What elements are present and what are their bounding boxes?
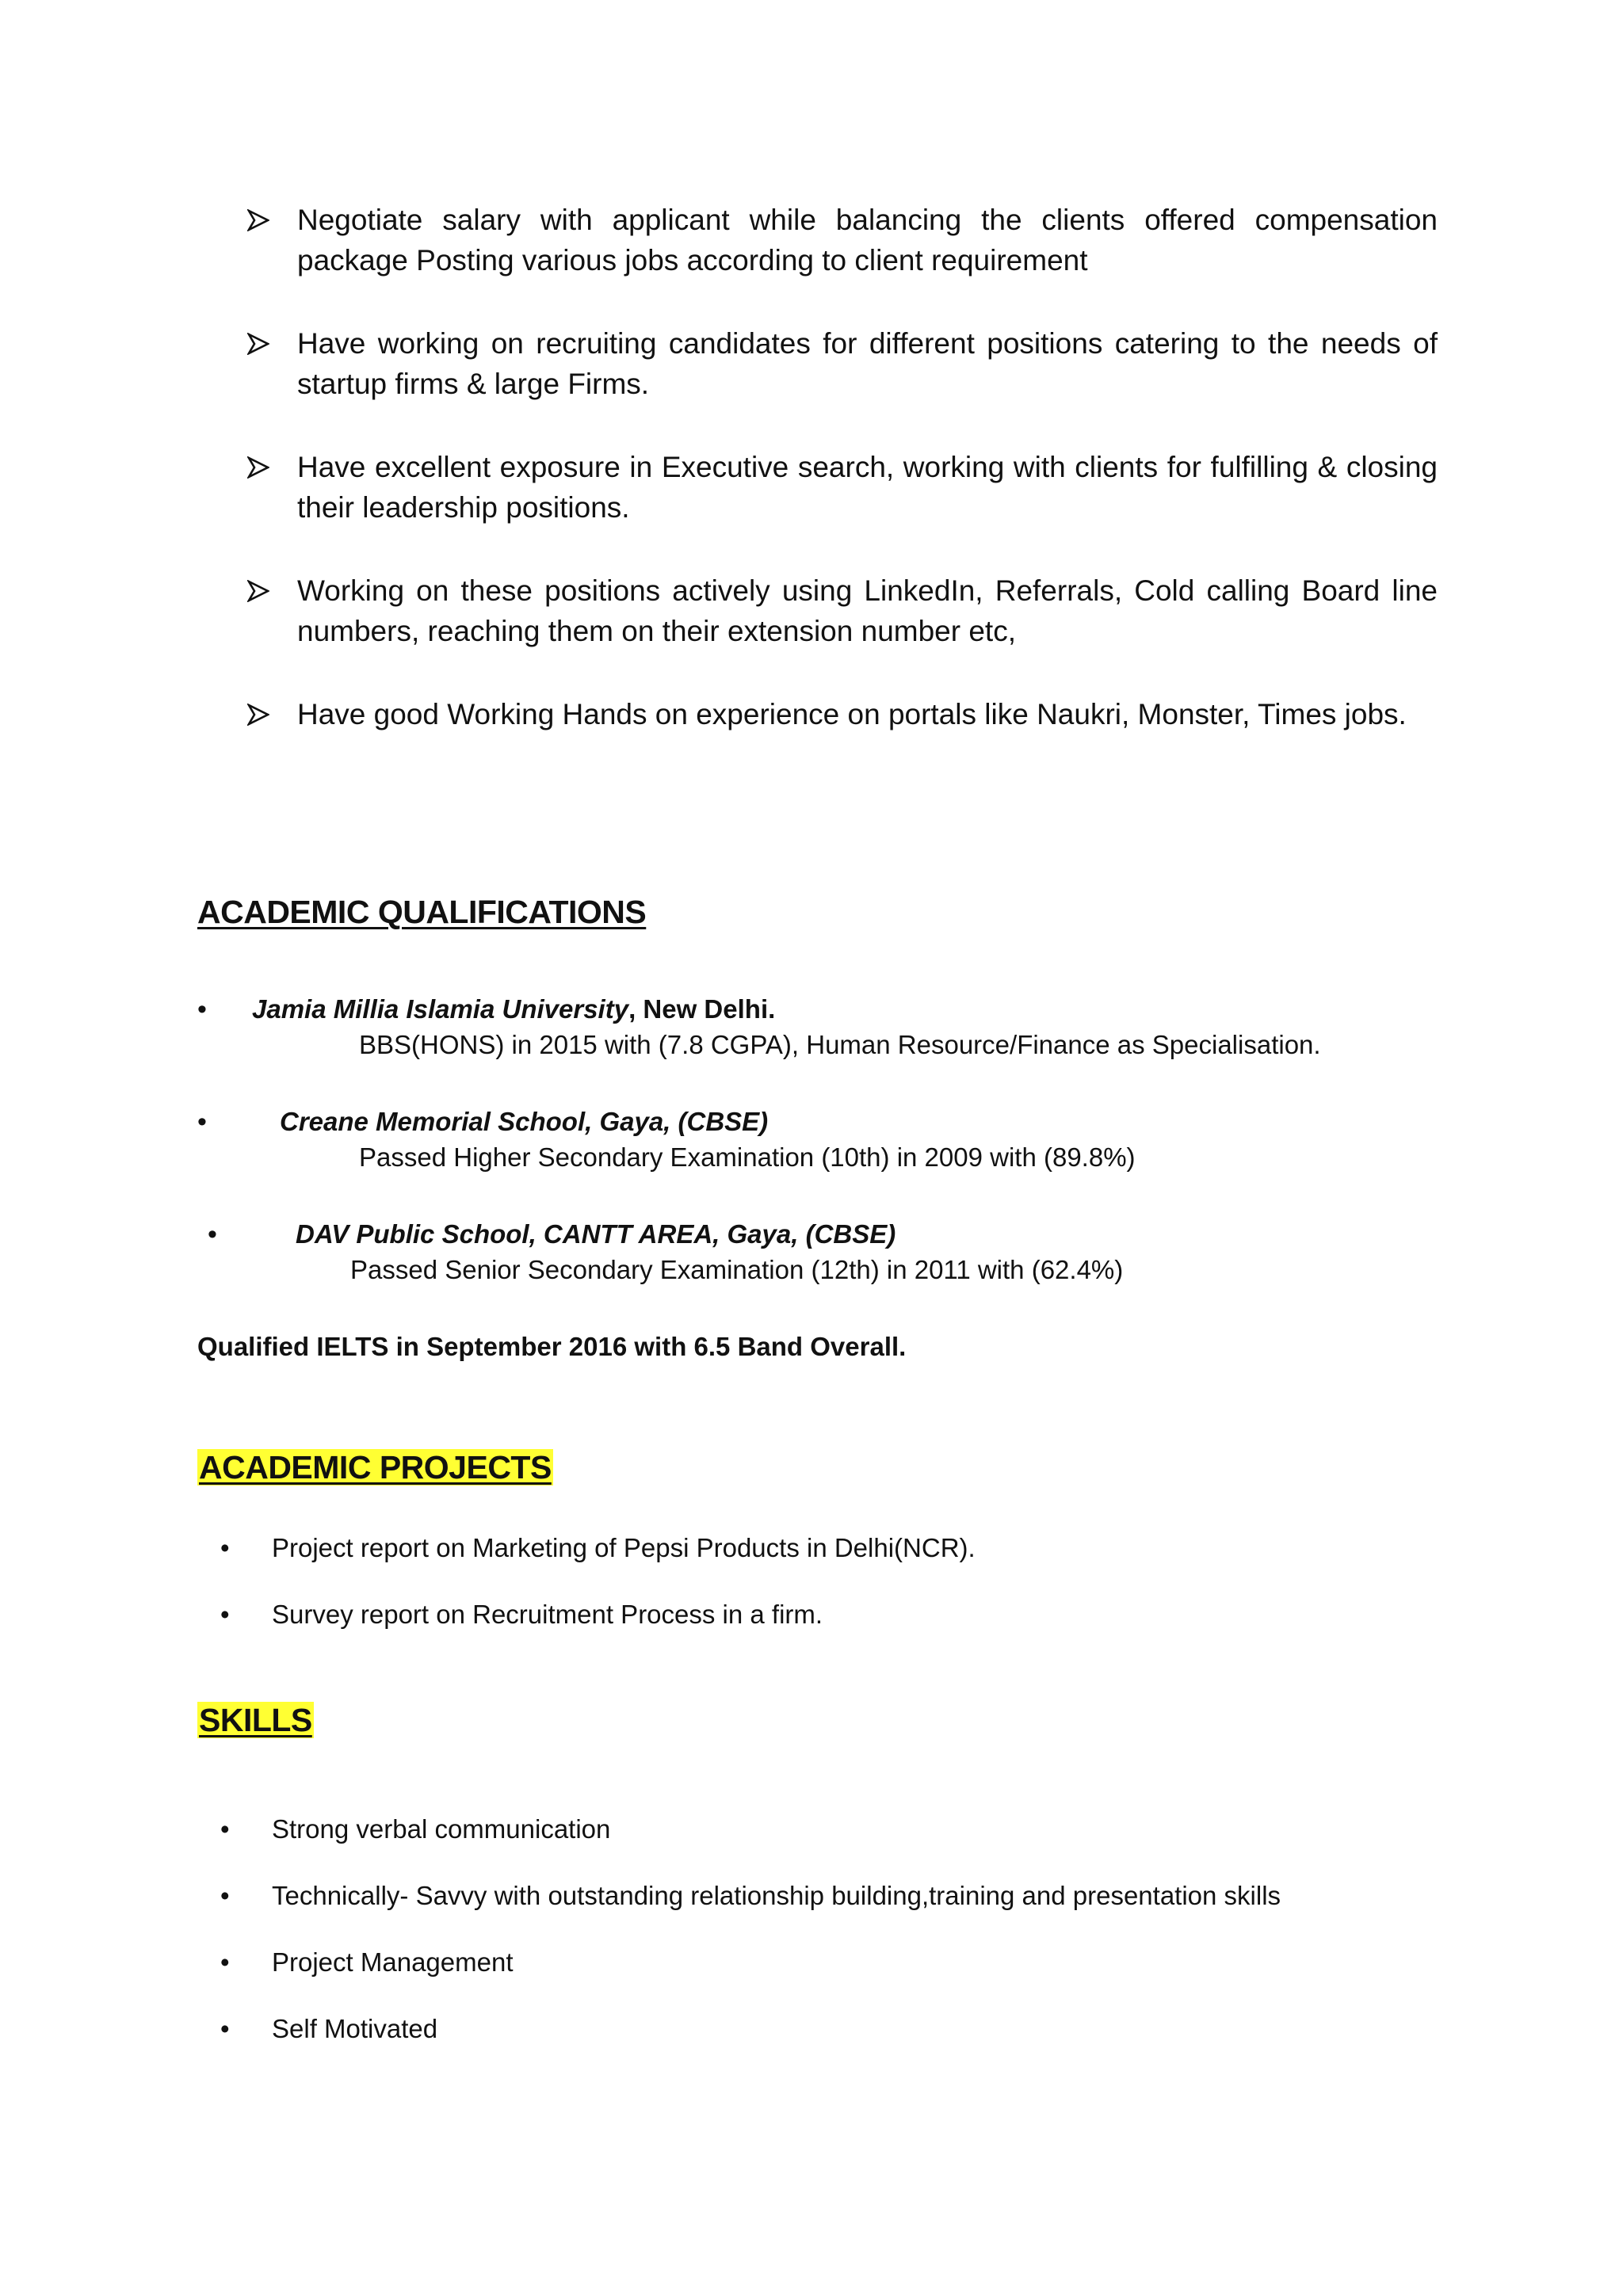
responsibility-text: Negotiate salary with applicant while balancing the clients offered compensation package Posting various jobs according to client requirement [297, 204, 1438, 277]
school-name-text: DAV Public School, CANTT AREA, Gaya, (CBSE) [296, 1219, 896, 1249]
responsibility-item [246, 323, 1438, 404]
degree-detail: Passed Higher Secondary Examination (10th) in 2009 with (89.8%) [359, 1142, 1136, 1172]
school-name [252, 992, 775, 1027]
responsibility-item [246, 200, 1438, 280]
arrow-bullet-icon [246, 200, 273, 240]
bullet-icon: • [220, 1881, 230, 1910]
bullet-icon: • [197, 1107, 207, 1137]
skill-item [220, 1878, 1488, 1945]
school-name-text: Creane Memorial School, Gaya, (CBSE) [280, 1107, 769, 1136]
project-text: Survey report on Recruitment Process in a firm. [272, 1600, 823, 1629]
skill-text: Technically- Savvy with outstanding relationship building,training and presentation skills [272, 1881, 1281, 1910]
skill-text: Strong verbal communication [272, 1814, 611, 1844]
project-item [220, 1597, 1488, 1664]
school-name [280, 1104, 768, 1139]
arrow-bullet-icon [246, 447, 273, 487]
bullet-icon: • [220, 1600, 230, 1629]
bullet-icon: • [220, 1947, 230, 1977]
bullet-icon: • [220, 1814, 230, 1844]
degree-detail: BBS(HONS) in 2015 with (7.8 CGPA), Human Resource/Finance as Specialisation. [359, 1030, 1321, 1059]
arrow-bullet-icon [246, 694, 273, 734]
project-item [220, 1531, 1488, 1597]
projects-list [220, 1531, 1488, 1664]
project-text: Project report on Marketing of Pepsi Products in Delhi(NCR). [272, 1533, 976, 1562]
academic-qualifications-heading: ACADEMIC QUALIFICATIONS [197, 894, 647, 930]
bullet-icon: • [220, 2014, 230, 2043]
school-name-text: Jamia Millia Islamia University [252, 994, 629, 1024]
ielts-statement: Qualified IELTS in September 2016 with 6.5 Band Overall. [197, 1332, 907, 1361]
responsibility-item [246, 570, 1438, 651]
skill-text: Self Motivated [272, 2014, 438, 2043]
school-location: , New Delhi. [628, 994, 776, 1024]
responsibility-text: Have working on recruiting candidates for different positions catering to the needs of startup firms & large Firms. [297, 327, 1438, 400]
skills-list [220, 1812, 1488, 2078]
skill-item [220, 2012, 1488, 2078]
arrow-bullet-icon [246, 323, 273, 364]
education-entry [0, 1104, 1623, 1192]
skill-text: Project Management [272, 1947, 514, 1977]
skills-heading [197, 1699, 314, 1741]
bullet-icon: • [208, 1219, 217, 1249]
skill-item [220, 1945, 1488, 2012]
responsibilities-list [246, 200, 1438, 777]
responsibility-text: Working on these positions actively using LinkedIn, Referrals, Cold calling Board line numbers, reaching them on their extension number etc, [297, 574, 1438, 647]
responsibility-item [246, 694, 1438, 734]
skill-item [220, 1812, 1488, 1878]
education-entry [0, 992, 1623, 1079]
arrow-bullet-icon [246, 570, 273, 611]
responsibility-item [246, 447, 1438, 528]
degree-detail: Passed Senior Secondary Examination (12th) in 2011 with (62.4%) [350, 1255, 1124, 1284]
bullet-icon: • [220, 1533, 230, 1562]
school-name [296, 1217, 896, 1252]
academic-projects-heading-text: ACADEMIC PROJECTS [199, 1449, 552, 1486]
responsibility-text: Have excellent exposure in Executive search, working with clients for fulfilling & closing their leadership positions. [297, 451, 1438, 524]
bullet-icon: • [197, 994, 207, 1024]
academic-projects-heading [197, 1447, 553, 1488]
responsibility-text: Have good Working Hands on experience on portals like Naukri, Monster, Times jobs. [297, 698, 1407, 730]
skills-heading-text: SKILLS [199, 1702, 312, 1738]
education-entry [0, 1217, 1623, 1304]
